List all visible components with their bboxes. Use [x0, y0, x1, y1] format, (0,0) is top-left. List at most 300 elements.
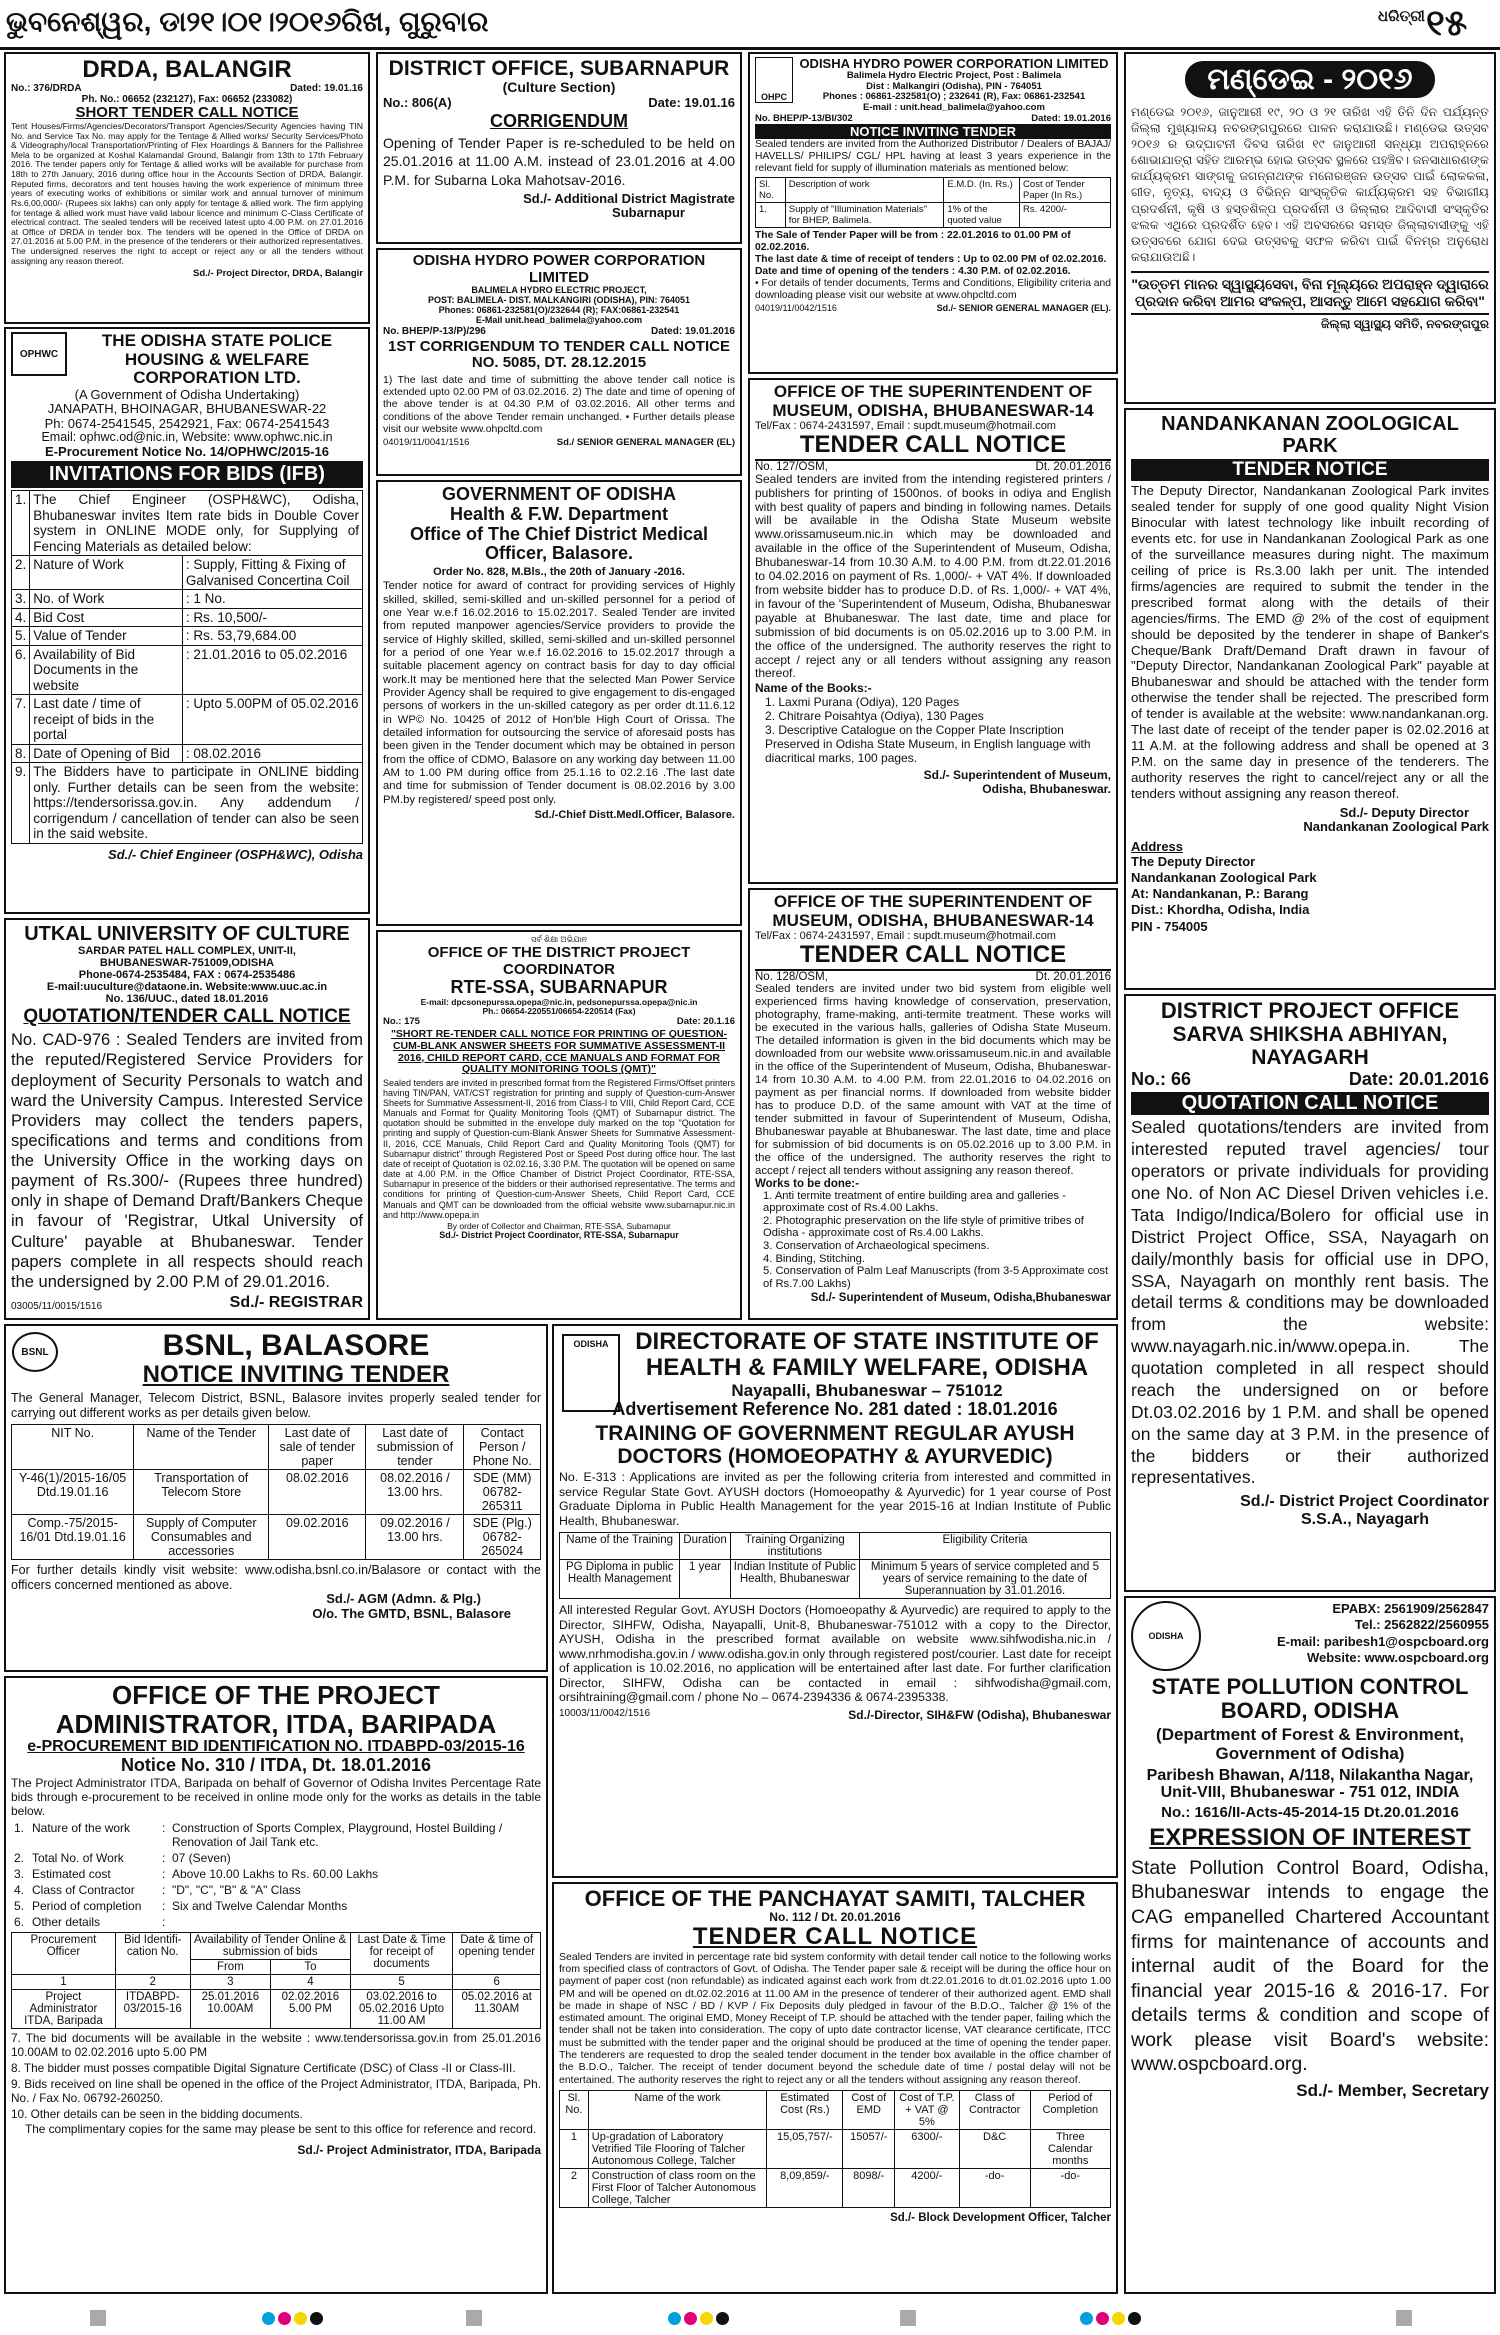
phone-line: Tel/Fax : 0674-2431597, Email : supdt.museum@hotmail.com [755, 930, 1056, 943]
signature: Sd./- REGISTRAR [229, 1293, 363, 1311]
signature: Sd./- Project Administrator, ITDA, Baripada [297, 2143, 541, 2158]
email-line: E-mail:uuculture@dataone.in. Website:www.uuc.ac.in [46, 981, 328, 994]
ad-title: DISTRICT OFFICE, SUBARNAPUR [388, 57, 730, 80]
table-cell: Total No. of Work [32, 1851, 124, 1866]
table-cell: NIT No. [12, 1424, 134, 1469]
table-row [11, 1914, 541, 1930]
table-cell: 6 [453, 1975, 541, 1990]
table-cell: 6300/- [895, 2129, 960, 2168]
table-row [11, 1850, 541, 1866]
table-cell: Up-gradation of Laboratory Vetrified Tile Flooring of Talcher Autonomous College, Talcher [588, 2129, 766, 2168]
ref-number: No. BHEP/P-13/P)/296 [383, 325, 486, 337]
table-cell: D&C [959, 2129, 1030, 2168]
table-row [12, 744, 363, 763]
table-cell: 6. [12, 645, 30, 695]
table-cell: : [162, 1899, 166, 1914]
ref-number: No.: 1616/II-Acts-45-2014-15 Dt.20.01.2016 [1161, 1803, 1459, 1821]
table-cell: Cost of Tender Paper (In Rs.) [1020, 178, 1111, 203]
table-cell: 3 [190, 1975, 271, 1990]
table-cell: 02.02.2016 5.00 PM [271, 1990, 351, 2029]
table-row [12, 1514, 541, 1559]
notice-heading: QUOTATION CALL NOTICE [1131, 1092, 1489, 1115]
email-line: E-mail: dpcsonepurssa.opepa@nic.in, pedsonepurssa.opepa@nic.in [420, 996, 698, 1007]
address-line: At: Nandankanan, P.: Barang [1131, 886, 1309, 902]
ad-title: STATE POLLUTION CONTROL BOARD, ODISHA [1151, 1674, 1469, 1724]
table-cell: 15057/- [843, 2129, 895, 2168]
ref-number: Advertisement Reference No. 281 dated : 18.01.2016 [612, 1399, 1058, 1420]
footer-note: For further details kindly visit website: www.odisha.bsnl.co.in/Balasore or contact with the officers concerned mentioned as above. [11, 1562, 541, 1592]
ad-code: 10003/11/0042/1516 [559, 1707, 651, 1719]
ad-title: OFFICE OF THE SUPERINTENDENT OF MUSEUM, ODISHA, BHUBANESWAR-14 [772, 892, 1094, 930]
table-cell: Three Calendar months [1030, 2129, 1110, 2168]
print-registration-strip [0, 2300, 1500, 2335]
table-cell: 4. [12, 608, 30, 627]
table-cell: Contact Person / Phone No. [464, 1424, 541, 1469]
ad-nandankanan [1124, 408, 1496, 990]
address: Nayapalli, Bhubaneswar – 751012 [731, 1380, 1003, 1400]
address: Balimela Hydro Electric Project, Post : Balimela [846, 70, 1062, 82]
table-cell: 4 [271, 1975, 351, 1990]
list-item: 3. Conservation of Archaeological specimens. [763, 1239, 990, 1252]
table-cell: Description of work [785, 178, 944, 203]
table-cell: 08.02.2016 [269, 1469, 366, 1514]
list-item: 1. Anti termite treatment of entire building area and galleries - approximate cost of Rs.4.00 Lakhs. [763, 1189, 1066, 1215]
table-row [12, 763, 363, 844]
table-cell: : 1 No. [182, 590, 362, 609]
list-item: 4. Binding, Stitching. [763, 1252, 865, 1265]
signature-office: Nandankanan Zoological Park [1303, 819, 1489, 835]
ad-panchayat-talcher [552, 1882, 1118, 2294]
table-cell: Cost of EMD [843, 2090, 895, 2129]
table-cell: Rs. 4200/- [1020, 203, 1111, 228]
ad-code: 04019/11/0041/1516 [383, 437, 470, 449]
table-cell: : [162, 1851, 166, 1866]
email-line: E-Mail unit.head_balimela@yahoo.com [475, 314, 643, 325]
signature: Sd./ SENIOR GENERAL MANAGER (EL) [556, 437, 735, 449]
table-cell: Duration [680, 1533, 730, 1560]
notice-number: Notice No. 310 / ITDA, Dt. 18.01.2016 [120, 1754, 432, 1775]
bid-identification: e-PROCUREMENT BID IDENTIFICATION NO. ITDABPD-03/2015-16 [27, 1738, 525, 1756]
table-row [12, 1975, 541, 1990]
table-cell: Training Organizing institutions [730, 1533, 859, 1560]
address: BHUBANESWAR-751009,ODISHA [99, 957, 275, 970]
table-row [12, 627, 363, 646]
table-cell: 15,05,757/- [767, 2129, 843, 2168]
magenta-dot [278, 2312, 291, 2325]
notice-heading: 1ST CORRIGENDUM TO TENDER CALL NOTICE NO. 5085, DT. 28.12.2015 [388, 337, 730, 372]
registration-block [90, 2310, 106, 2326]
color-registration-dots [1080, 2312, 1141, 2325]
opening-date: Date and time of opening of the tenders : 4.30 P.M. of 02.02.2016. [755, 265, 1071, 277]
ad-title: ODISHA HYDRO POWER CORPORATION LIMITED [412, 252, 706, 286]
table-cell: Period of Completion [1030, 2090, 1110, 2129]
table-cell: : [162, 1821, 166, 1836]
table-cell: 2. [14, 1851, 25, 1866]
ad-subtitle: (Culture Section) [502, 79, 616, 96]
table-cell: SDE (Plg.) 06782-265024 [464, 1514, 541, 1559]
table-cell: 2 [115, 1975, 190, 1990]
ad-body: Sealed Tenders are invited in percentage rate bid system conformity with detail tender call notice to the following works from specified class of contractors of Govt. of Odisha. The Tender paper sale & receipt will be during the office hour on payment of paper cost (non refundable) as indicated against each work from dt.22.01.2016 to dt.01.02.2016 upto 1.00 PM and will be opened on dt.02.02.2016 at 11.00 AM in the presence of tenderer of their authorized agent. EMD shall be made in shape of NSC / BD / KVP / Fix Deposits duly pledged in favour of the B.D.O., Talcher @ 1% of the estimated amount. The original EMD, Money Receipt of T.P. should be attached with the tender paper, failing which the tender shall not be taken into consideration. The copy of upto date contractor license, VAT clearance certificate, ITCC must be submitted with the tender paper and the original should be produced at the time of opening the tender paper. The tenderers are requested to drop the sealed tender document in the tender box available in the office chamber of the B.D.O., Talcher. The receipt of tender document beyond the schedule date of time / postal delay will not be entertained. The authority reserves the right to reject any or all the tenders without assigning any reason thereof. [559, 1950, 1111, 2086]
address: Paribesh Bhawan, A/118, Nilakantha Nagar, Unit-VIII, Bhubaneswar - 751 012, INDIA [1146, 1766, 1474, 1802]
table-cell: No. of Work [30, 590, 183, 609]
last-date: The last date & time of receipt of tenders : Up to 02.00 PM of 02.02.2016. [755, 254, 1107, 266]
table-cell: Class of Contractor [959, 2090, 1030, 2129]
address-line: The Deputy Director [1131, 853, 1256, 869]
table-row [756, 203, 1111, 228]
table-cell: Date & time of opening tender [453, 1933, 541, 1975]
table-cell: 7. [12, 695, 30, 745]
phone-line: Tel.: 2562822/2560955 [1354, 1617, 1489, 1633]
signature: Sd./- Superintendent of Museum, Odisha,Bhubaneswar [810, 1292, 1111, 1305]
ad-subarnapur-corrigendum [376, 52, 742, 244]
bsnl-logo: BSNL [12, 1332, 58, 1372]
email-line: Email: ophwc.od@nic.in, Website: www.ophwc.nic.in [41, 429, 333, 444]
table-row [11, 1820, 541, 1850]
table-cell: 1 [12, 1975, 116, 1990]
table-cell: 8. [12, 744, 30, 763]
table-row [560, 1533, 1111, 1560]
list-item: 2. Photographic preservation on the life style of primitive tribes of Odisha - approximate cost of Rs.4.00 Lakhs. [763, 1214, 1084, 1240]
table-cell: Estimated cost [32, 1867, 111, 1882]
table-cell: 09.02.2016 / 13.00 hrs. [366, 1514, 464, 1559]
notice-heading: TRAINING OF GOVERNMENT REGULAR AYUSH DOCTORS (HOMOEOPATHY & AYURVEDIC) [595, 1422, 1075, 1469]
table-cell: E.M.D. (In. Rs.) [944, 178, 1020, 203]
ad-title: BSNL, BALASORE [162, 1329, 430, 1362]
table-cell: Sl. No. [560, 2090, 589, 2129]
ad-title: ODISHA HYDRO POWER CORPORATION LIMITED [799, 56, 1109, 71]
ad-title: THE ODISHA STATE POLICE HOUSING & WELFARE CORPORATION LTD. [101, 331, 333, 388]
yellow-dot [294, 2312, 307, 2325]
ad-museum-127 [748, 378, 1118, 884]
table-cell: Construction of Sports Complex, Playground, Hostel Building / Renovation of Jail Tank etc. [172, 1821, 503, 1850]
table-cell: "D", "C", "B" & "A" Class [172, 1883, 301, 1898]
table-cell: 1. [756, 203, 786, 228]
table-cell: 1% of the quoted value [944, 203, 1020, 228]
details-line: • For details of tender documents, Terms and Conditions, Eligibility criteria and downloading please visit our website at www.ohpcltd.com [755, 277, 1111, 301]
table-cell: Construction of class room on the First Floor of Talcher Autonomous College, Talcher [588, 2168, 766, 2207]
phone-line: Phones : 06861-232581(O) ; 232641 (R), Fax: 06861-232541 [822, 91, 1086, 103]
notice-heading: CORRIGENDUM [490, 111, 628, 132]
address-line: PIN - 754005 [1131, 918, 1208, 934]
notice-number: E-Procurement Notice No. 14/OPHWC/2015-16 [45, 443, 329, 459]
ad-body: The General Manager, Telecom District, BSNL, Balasore invites properly sealed tender for carrying out different works as per details given below. [11, 1391, 541, 1421]
yellow-dot [1112, 2312, 1125, 2325]
table-cell: 25.01.2016 10.00AM [190, 1990, 271, 2029]
table-cell: The Bidders have to participate in ONLINE bidding only. Further details can be seen from the website: https://tendersorissa.gov.in. Any addendum / corrigendum / cancellation of tender can also be seen in the said website. [30, 763, 363, 844]
ad-cdmo-balasore [376, 480, 742, 926]
table-cell: 4. [14, 1883, 25, 1898]
table-cell: Supply of Computer Consumables and accessories [134, 1514, 269, 1559]
ad-ohpc-corrigendum [376, 248, 742, 476]
table-row [12, 590, 363, 609]
yellow-dot [700, 2312, 713, 2325]
list-item: 2. Chitrare Poisahtya (Odiya), 130 Pages [765, 709, 984, 724]
works-heading: Works to be done:- [755, 1177, 859, 1190]
address: Dist : Malkangiri (Odisha), PIN - 764051 [866, 80, 1042, 92]
signature: Sd./- Project Director, DRDA, Balangir [193, 268, 363, 280]
signature: Sd./- Chief Engineer (OSPH&WC), Odisha [108, 846, 363, 862]
table-cell: -do- [1030, 2168, 1110, 2207]
table-cell: : 08.02.2016 [182, 744, 362, 763]
ad-title: OFFICE OF THE SUPERINTENDENT OF MUSEUM, ODISHA, BHUBANESWAR-14 [772, 382, 1094, 420]
ad-title: UTKAL UNIVERSITY OF CULTURE [24, 923, 350, 945]
email-line: E-mail : unit.head_balimela@yahoo.com [863, 101, 1045, 113]
table-cell: 3. [12, 590, 30, 609]
signature: Sd./-Chief Distt.Medl.Officer, Balasore. [534, 808, 735, 821]
ad-rte-ssa-subarnapur [376, 930, 742, 1320]
list-item: 5. Conservation of Palm Leaf Manuscripts (from 3-5 Approximate cost of Rs.7.00 Lakhs) [763, 1265, 1109, 1290]
nit-table [755, 177, 1111, 228]
bid-schedule-table [11, 1932, 541, 2029]
ad-ospcb [1124, 1596, 1496, 2294]
table-row [11, 1898, 541, 1914]
table-cell: Comp.-75/2015-16/01 Dtd.19.01.16 [12, 1514, 134, 1559]
address: SARDAR PATEL HALL COMPLEX, UNIT-II, [78, 945, 296, 957]
table-cell: 1. [14, 1821, 25, 1836]
ad-body: Tender notice for award of contract for providing services of Highly skilled, skilled, semi-skilled and un-skilled personnel for a period of one Year w.e.f 16.02.2016 to 15.02.2017. Sealed Tender are invited from reputed manpower agencies/Service providers to provide the service of Highly skilled, skilled, semi-skilled and un-skilled personnel for a period of one Year w.e.f 16.02.2016 to 15.02.2017 through a suitable placement agency on contract basis for day to day official work.It may be mentioned here that the selected Man Power Service Provider Agency shall be required to give engagement to dis-engaged persons of workers in the un-skilled category as per order dt.11.6.12 in WP© No. 10425 of 2012 of Hon'ble High Court of Orissa. The detailed information for outsourcing the service of aforesaid posts has been given in the Tender document which may be obtained in person from the office of CDMO, Balasore on any working day between 11.00 AM to 1.00 PM during office from 25.1.16 to 02.2.16 .The last date and time for submission of Tender document is 08.02.2016 by 3.00 PM.by registered/ speed post only. [383, 580, 735, 806]
work-details [11, 1820, 541, 1930]
list-item: 1. Laxmi Purana (Odiya), 120 Pages [765, 695, 960, 710]
ad-date: Date: 20.01.2016 [1348, 1069, 1489, 1090]
ad-bsnl-balasore [4, 1324, 548, 1672]
table-cell: Transportation of Telecom Store [134, 1469, 269, 1514]
table-row [12, 695, 363, 745]
table-cell: Cost of T.P. + VAT @ 5% [895, 2090, 960, 2129]
table-cell: 1. [12, 491, 30, 556]
ad-body: Sealed tenders are invited from the Authorized Distributor / Dealers of BAJAJ/ HAVELLS/ PHILIPS/ CGL/ HPL having at least 3 years experience in the relevant field for supply of illumination materials as mentioned below: [755, 139, 1111, 175]
registration-block [1396, 2310, 1412, 2326]
table-row [560, 1560, 1111, 1599]
ad-mandei-2016 [1124, 52, 1496, 404]
table-cell: : Upto 5.00PM of 05.02.2016 [182, 695, 362, 745]
ad-body: State Pollution Control Board, Odisha, Bhubaneswar intends to engage the CAG empanelled Chartered Accountant firms for maintenance of accounts and internal audit of the Board for the financial year 2015-16 & 2016-17. For details terms & condition and scope of work please visit Board's website: www.ospcboard.org. [1131, 1856, 1489, 2076]
list-item: The complimentary copies for the same may please be sent to this office for reference and record. [25, 2122, 537, 2137]
training-table [559, 1532, 1111, 1599]
list-item: 9. Bids received on line shall be opened in the office of the Project Administrator, ITDA, Baripada, Ph. No. / Fax No. 06792-260250. [11, 2076, 541, 2105]
table-cell: Last Date & Time for receipt of documents [350, 1933, 453, 1975]
table-cell: Minimum 5 years of service completed and 5 years of service remaining to the date of Superannuation by 31.01.2016. [859, 1560, 1110, 1599]
table-cell: The Chief Engineer (OSPH&WC), Odisha, Bhubaneswar invites Item rate bids in Double Cover system in ONLINE MODE only, for Supplying of Fencing Materials as detailed below: [30, 491, 363, 556]
signature-office: O/o. The GMTD, BSNL, Balasore [312, 1605, 511, 1621]
table-cell: 4200/- [895, 2168, 960, 2207]
ad-body: Sealed tenders are invited in prescribed format from the Registered Firms/Offset printers having TIN/PAN, VAT/CST registration for printing and supply of Question-cum-Answer Sheets for Summative Assessment-II, 2016 from Class-I to VIII, Child Report Card, CCE Manuals and Format for Quality Monitoring Tools (QMT) of Subarnapur district. The quotation should be submitted in the envelope duly marked on the top "Quotation for printing and supply of Question-cum-Blank Answer Sheets for Summative Assessment-II, 2016, CCE Manuals, Child Report Card and Quality Monitoring Tools (QMT) for Subarnapur district" through Registered Post or Speed Post during office hour. The last date of receipt of Quotation is 02.02.16, 3.30 P.M. The quotation will be opened on same date at 4.00 P.M. in the Office Chamber of District Project Coordinator, RTE-SSA, Subarnapur in presence of the bidders or their authorised representative. The terms and conditions for printing of Question-cum-Answer Sheets, Child Report Card, CCE Manuals and QMT can be downloaded from the official website www.subarnapur.nic.in and http://www.opepa.in [383, 1077, 735, 1220]
ad-code: 04019/11/0042/1516 [755, 303, 837, 314]
list-item: 10. Other details can be seen in the bidding documents. [11, 2106, 303, 2121]
ref-number: No. 112 / Dt. 20.01.2016 [769, 1910, 901, 1925]
magenta-dot [1096, 2312, 1109, 2325]
department: Health & F.W. Department [449, 503, 669, 524]
page-number: ୧୫ [1426, 2, 1468, 43]
table-cell: SDE (MM) 06782-265311 [464, 1469, 541, 1514]
table-cell: Date of Opening of Bid [30, 744, 183, 763]
table-cell: : [162, 1915, 166, 1930]
notice-heading: SHORT TENDER CALL NOTICE [75, 104, 299, 122]
table-row [11, 1882, 541, 1898]
table-cell: Value of Tender [30, 627, 183, 646]
cyan-dot [668, 2312, 681, 2325]
table-row [12, 1933, 541, 1960]
signature: Sd./- Additional District Magistrate [523, 190, 735, 206]
table-cell: 08.02.2016 / 13.00 hrs. [366, 1469, 464, 1514]
table-cell: Six and Twelve Calendar Months [172, 1899, 348, 1914]
table-cell: 8,09,859/- [767, 2168, 843, 2207]
department: (Department of Forest & Environment, Government of Odisha) [1156, 1725, 1464, 1764]
table-cell: 5. [14, 1899, 25, 1914]
registration-block [466, 2310, 482, 2326]
color-registration-dots [262, 2312, 323, 2325]
ad-body: ମଣ୍ଡେଇ ୨୦୧୬, ଜାନୁଆରୀ ୧୯, ୨୦ ଓ ୨୧ ତାରିଖ ଏହି ତିନି ଦିନ ପର୍ଯ୍ୟନ୍ତ ଜିଲ୍ଲା ମୁଖ୍ୟାଳୟ ନବରଙ୍ଗପୁରରେ ପାଳନ କରାଯାଉଛି। ମଣ୍ଡେଇ ଉତ୍ସବ ୨୦୧୬ ର ଉଦ୍‌ଘାଟନୀ ଦିବସ ତାରିଖ ୧୯ ଜାନୁଆରୀ ସନ୍ଧ୍ୟା ଅପରାହ୍ନରେ ଶୋଭାଯାତ୍ରା ସହିତ ଆରମ୍ଭ ହୋଇ ଉତ୍ସବ ସ୍ଥଳରେ ପହଞ୍ଚିବ। ଜନସାଧାରଣଙ୍କ କାର୍ଯ୍ୟକ୍ରମ ସାଙ୍ଗକୁ ଜଗନ୍ନାଥଙ୍କ ମନୋରଞ୍ଜନ ଉତ୍ସବ ପାଇଁ ଲୋକକଳା, ଗୀତ, ନୃତ୍ୟ, ବାଦ୍ୟ ଓ ବିଭିନ୍ନ ସାଂସ୍କୃତିକ କାର୍ଯ୍ୟକ୍ରମ ସହ ବିଭାଗୀୟ ପ୍ରଦର୍ଶନୀ, କୃଷି ଓ ହସ୍ତଶିଳ୍ପ ପ୍ରଦର୍ଶନୀ ଓ ଜିଲ୍ଲାର ଆଦିବାସୀ ସଂସ୍କୃତିର ଝଲକ ଏଥିରେ ପ୍ରଦର୍ଶିତ ହେବ। ଏହି ଅବସରରେ ସମସ୍ତ ଜିଲ୍ଲାବାସୀଙ୍କୁ ଏହି ଉତ୍ସବରେ ଯୋଗ ଦେଇ ଉତ୍ସବକୁ ସଫଳ କରିବା ପାଇଁ ବିନମ୍ର ଅନୁରୋଧ କରାଯାଉଅଛି। [1131, 105, 1489, 264]
table-row [12, 556, 363, 590]
table-row [12, 491, 363, 556]
ad-title: GOVERNMENT OF ODISHA [441, 484, 676, 504]
ad-title: OFFICE OF THE DISTRICT PROJECT COORDINATOR [427, 944, 691, 978]
table-row [12, 645, 363, 695]
signature: Sd./-Director, SIH&FW (Odisha), Bhubaneswar [848, 1707, 1111, 1722]
phone-line: Ph: 0674-2541545, 2542921, Fax: 0674-2541543 [44, 415, 330, 431]
table-cell: : [162, 1883, 166, 1898]
ad-title: NANDANKANAN ZOOLOGICAL PARK [1161, 413, 1459, 457]
ospcb-logo: ODISHA [1131, 1601, 1201, 1671]
ad-subtitle: RTE-SSA, SUBARNAPUR [450, 977, 668, 997]
cyan-dot [262, 2312, 275, 2325]
table-cell: To [271, 1960, 351, 1975]
ad-subtitle: SARVA SHIKSHA ABHIYAN, NAYAGARH [1172, 1023, 1448, 1070]
table-cell: -do- [959, 2168, 1030, 2207]
table-cell: Last date of sale of tender paper [269, 1424, 366, 1469]
ad-ssa-nayagarh [1124, 994, 1496, 1592]
registration-block [900, 2310, 916, 2326]
table-cell: 03.02.2016 to 05.02.2016 Upto 11.00 AM [350, 1990, 453, 2029]
ad-title: DIRECTORATE OF STATE INSTITUTE OF HEALTH & FAMILY WELFARE, ODISHA [635, 1328, 1099, 1382]
cyan-dot [1080, 2312, 1093, 2325]
table-cell: Availability of Bid Documents in the website [30, 645, 183, 695]
notice-heading: TENDER CALL NOTICE [755, 942, 1111, 970]
table-cell: Availability of Tender Online & submission of bids [190, 1933, 350, 1960]
table-cell: Estimated Cost (Rs.) [767, 2090, 843, 2129]
office-name: Office of The Chief District Medical Officer, Balasore. [409, 523, 709, 564]
notice-heading: QUOTATION/TENDER CALL NOTICE [23, 1006, 351, 1028]
signature: Sd./- Superintendent of Museum, [923, 768, 1111, 783]
table-cell: Name of the Training [560, 1533, 680, 1560]
phone-line: Phone-0674-2535484, FAX : 0674-2535486 [78, 969, 296, 982]
ad-itda-baripada [4, 1676, 548, 2294]
ref-number: No. 136/UUC., dated 18.01.2016 [105, 993, 269, 1006]
notice-heading: NOTICE INVITING TENDER [142, 1361, 450, 1388]
table-cell: 1 year [680, 1560, 730, 1599]
table-row [12, 1469, 541, 1514]
table-cell: 3. [14, 1867, 25, 1882]
ad-ohpc-nit [748, 52, 1118, 374]
table-cell: Bid Identifi-cation No. [115, 1933, 190, 1975]
table-cell: 5. [12, 627, 30, 646]
table-cell: 6. [14, 1915, 25, 1930]
signature: Sd./- District Project Coordinator, RTE-SSA, Subarnapur [439, 1230, 679, 1241]
page-header [0, 0, 1500, 50]
notice-heading: INVITATIONS FOR BIDS (IFB) [11, 461, 363, 488]
date-line: ଭୁବନେଶ୍ୱର, ଡା୨୧।୦୧।୨୦୧୬ରିଖ, ଗୁରୁବାର [6, 6, 489, 37]
table-cell: Above 10.00 Lakhs to Rs. 60.00 Lakhs [172, 1867, 379, 1882]
black-dot [1128, 2312, 1141, 2325]
ref-number: No. 128/OSM, [755, 970, 828, 983]
ad-body: Sealed tenders are invited under two bid system from eligible well experienced firms having knowledge of conservation, preservation, photography, frame-making, anti-termite treatment. These works will be executed in the various halls, galleries of Odisha State Museum. The detailed information is given in the bid documents which may be downloaded from our website www.orissamuseum.nic.in and available in the office of the Superintendent of Museum, Odisha, Bhubaneswar-14 from 10.30 A.M. to 4.00 P.M. from 22.01.2016 to 04.02.2016 on payment as per financial norms. If downloaded from website bidder has to produce D.D. of the same amount with VAT at the time of tender submitted in favour of Superintendent of Museum, Odisha, Bhubaneswar payable at Bhubaneswar. The last date, time and place for submission of bid documents is on 05.02.2016 up to 3.00 P.M. in the office of the undersigned. The authority reserves the right to accept / reject all tenders without assigning any reason thereof. [755, 982, 1111, 1177]
color-registration-dots [668, 2312, 729, 2325]
signature: Sd./- Deputy Director [1339, 805, 1469, 821]
table-cell: Y-46(1)/2015-16/05 Dtd.19.01.16 [12, 1469, 134, 1514]
table-row [756, 178, 1111, 203]
table-cell: : Rs. 10,500/- [182, 608, 362, 627]
email-line: E-mail: paribesh1@ospcboard.org [1276, 1633, 1489, 1649]
address-line: Nandankanan Zoological Park [1131, 869, 1317, 885]
table-cell: Last date of submission of tender [366, 1424, 464, 1469]
ad-title: OFFICE OF THE PROJECT ADMINISTRATOR, ITDA, BARIPADA [55, 1680, 497, 1739]
notice-heading: "SHORT RE-TENDER CALL NOTICE FOR PRINTING OF QUESTION-CUM-BLANK ANSWER SHEETS FOR SUMMATIVE ASSESSMENT-II 2016, CHILD REPORT CARD, CCE MANUALS AND FORMAT FOR QUALITY MONITORING TOOLS (QMT)" [390, 1028, 728, 1076]
table-cell: : [162, 1867, 166, 1882]
ad-utkal-university [4, 918, 370, 1320]
ad-date: Dated: 19.01.2016 [651, 325, 735, 337]
table-cell: 05.02.2016 at 11.30AM [453, 1990, 541, 2029]
table-cell: 2 [560, 2168, 589, 2207]
ad-body: Sealed quotations/tenders are invited from interested reputed travel agencies/ tour operators or private individuals for providing one No. of Non AC Diesel Driven vehicles i.e. Tata Indigo/Indica/Bolero for official use in District Project Office, SSA, Nayagarh on daily/monthly basis for official use in DPO, SSA, Nayagarh on monthly rent basis. The detail terms & conditions may be downloaded from the website: www.nayagarh.nic.in/www.opepa.in. The quotation completed in all respect should reach the undersigned on or before Dt.03.02.2016 by 1 P.M. and shall be opened on the same day at 3 P.M. in the presence of the bidders or their authorized representatives. [1131, 1117, 1489, 1488]
ad-title: OFFICE OF THE PANCHAYAT SAMITI, TALCHER [584, 1886, 1086, 1911]
health-slogan: "ଉତ୍ତମ ମାନର ସ୍ୱାସ୍ଥ୍ୟସେବା, ବିନା ମୂଲ୍ୟରେ ଅପରାହ୍ନ ଦ୍ୱାରାରେ ପ୍ରଦାନ କରିବା ଆମର ସଂକଳ୍ପ, ଆସନ୍ତୁ ଆମେ ସହଯୋଗ କରିବା" [1131, 271, 1489, 315]
ad-title: DISTRICT PROJECT OFFICE [1160, 998, 1460, 1023]
table-cell: Nature of Work [30, 556, 183, 590]
ssa-logo: ସର୍ବ ଶିକ୍ଷା ଅଭିଯାନ [531, 935, 587, 944]
signature-office: Subarnapur [612, 205, 685, 221]
ad-body: Tent Houses/Firms/Agencies/Decorators/Transport Agencies/Security Agencies having TIN No. and Service Tax No. may apply for the Tentage & Allied works/ Security Services/Photo & Videography/local Transportation/Printing of Flex Hoardings & Banners for the Pallishree Mela to be organized at Koshal Kalamandal Ground, Balangir from 13th to 17th February 2016. The tender papers only for Tentage & allied works will be available for purchase from 18th to 27th January, 2016 during office hour in the Accounts Section of DRDA, Balangir. Reputed firms, decorators and tent houses having the work experience of minimum three years of executing works of exhibitions or similar work and annual turnover of minimum Rs.6,00,000/- (Rupees six lakhs) can only apply for tentage & allied work. The firm applying for tentage & allied work must have valid labour licence and minimum C-Class Certificate of electrical contract. The sealed tenders will be received latest upto 4.00 P.M. on 27.01.2016 at Office of DRDA in tender box. The tenders will be opened in the Office of DRDA on 27.01.2016 at 5.00 P.M. in the presence of the tenderers or their authorized representatives. The undersigned reserves the right to accept or reject any or all the tenders without assigning any reason thereof. [11, 120, 363, 266]
ad-body-2: All interested Regular Govt. AYUSH Doctors (Homoeopathy & Ayurvedic) are required to apply to the Director, SIHFW, Odisha, Nayapalli, Unit-8, Bhubaneswar-751012 with a copy to the Director, AYUSH, Odisha in the prescribed format available on website www.sihfwodisha.nic.in / www.nrhmodisha.gov.in / www.odisha.gov.in only through registered post/courier. Last date for receipt of application is 10.02.2016, no application will be entertained after last date. For further clarification Director, SIHFW, Odisha can be contacted in email : sihfwodisha@gmail.com, orsihtraining@gmail.com / phone No – 0674-2394336 & 0674-2395338. [559, 1603, 1111, 1705]
ref-number: No.: 376/DRDA [11, 83, 82, 95]
black-dot [716, 2312, 729, 2325]
address: POST: BALIMELA- DIST. MALKANGIRI (ODISHA), PIN: 764051 [427, 294, 691, 305]
table-cell: Name of the Tender [134, 1424, 269, 1469]
ad-sihfw-odisha [552, 1324, 1118, 1878]
ad-body: 1) The last date and time of submitting the above tender call notice is extended upto 02.00 PM of 03.02.2016. 2) The date and time of opening of the above tender is at 04.30 P.M of 03.02.2016. All other terms and conditions of the above Tender remain unchanged. • Further details please visit our website www.ohpcltd.com [383, 373, 735, 436]
table-row [11, 1866, 541, 1882]
signature: ଜିଲ୍ଲା ସ୍ୱାସ୍ଥ୍ୟ ସମିତି, ନବରଙ୍ଗପୁର [1320, 316, 1489, 331]
signature-office: Odisha, Bhubaneswar. [982, 782, 1111, 797]
table-cell: Nature of the work [32, 1821, 131, 1836]
signature: Sd./- District Project Coordinator [1240, 1493, 1489, 1511]
table-cell: Other details [32, 1915, 101, 1930]
nit-table [11, 1424, 541, 1560]
table-cell: : Rs. 53,79,684.00 [182, 627, 362, 646]
phone-line: Ph.: 06654-220551/06654-220514 (Fax) [482, 1006, 636, 1017]
ad-body: No. E-313 : Applications are invited as per the following criteria from interested and committed in service Regular State Govt. AYUSH doctors (Homoeopathy & Ayurvedic) for 1 year course of Post Graduate Diploma in Public Health Management for the year 2015-16 at Indian Institute of Public Health, Bhubaneswar. [559, 1470, 1111, 1528]
ref-number: No.: 175 [383, 1016, 420, 1028]
ad-body: The Deputy Director, Nandankanan Zoological Park invites sealed tender for supply of one good quality Night Vision Binocular with latest technology like inbuilt recording of events etc. for use in Nandankanan Zoological Park as one of the surveillance measures during night. The maximum ceiling of price is Rs.3.00 lakh per unit. The intended firms/agencies are required to submit the tender in the prescribed format along with the details of their agencies/firms. The EMD @ 2% of the cost of equipment should be deposited by the tenderer in shape of Banker's Cheque/Bank Draft/Demand Draft drawn in favour of "Deputy Director, Nandankanan Zoological Park" payable at Bhubaneswar and should be attached with the tender form otherwise the tender shall be rejected. The prescribed form of tender is available at the website: www.nandankanan.org. The last date of receipt of the tender paper is 02.02.2016 at 11 A.M. at the following address and shall be opened at 3 P.M. on the same day in presence of the tenderers. The authority reserves the right to cancel/reject any or all the tenders without assigning any reason thereof. [1131, 483, 1489, 802]
table-cell [169, 1914, 541, 1930]
table-cell: : 21.01.2016 to 05.02.2016 [182, 645, 362, 695]
ref-number: No.: 806(A) [383, 95, 452, 111]
notice-heading: TENDER NOTICE [1131, 459, 1489, 481]
table-cell: Supply of "Illumination Materials" for BHEP, Balimela. [785, 203, 944, 228]
table-cell: 9. [12, 763, 30, 844]
table-cell: 1 [560, 2129, 589, 2168]
ad-body: The Project Administrator ITDA, Baripada on behalf of Governor of Odisha Invites Percentage Rate bids through e-procurement to be received in online mode only for the works as details in the table below. [11, 1775, 541, 1818]
ad-title: DRDA, BALANGIR [82, 56, 292, 83]
list-item: 3. Descriptive Catalogue on the Copper Plate Inscription Preserved in Odisha State Museum, in English language with diacritical marks, 100 pages. [765, 723, 1091, 766]
table-cell: 8098/- [843, 2168, 895, 2207]
notice-heading: EXPRESSION OF INTEREST [1149, 1824, 1471, 1852]
address: JANAPATH, BHOINAGAR, BHUBANESWAR-22 [47, 401, 327, 417]
ref-number: No.: 66 [1131, 1069, 1192, 1090]
signature: Sd./- Member, Secretary [1296, 2080, 1489, 2100]
table-cell: Last date / time of receipt of bids in the portal [30, 695, 183, 745]
list-item: 7. The bid documents will be available in the website : www.tendersorissa.gov.in from 25.01.2016 10.00AM to 02.02.2016 upto 5.00 PM [11, 2031, 541, 2059]
table-row [12, 1424, 541, 1469]
works-table [559, 2090, 1111, 2208]
